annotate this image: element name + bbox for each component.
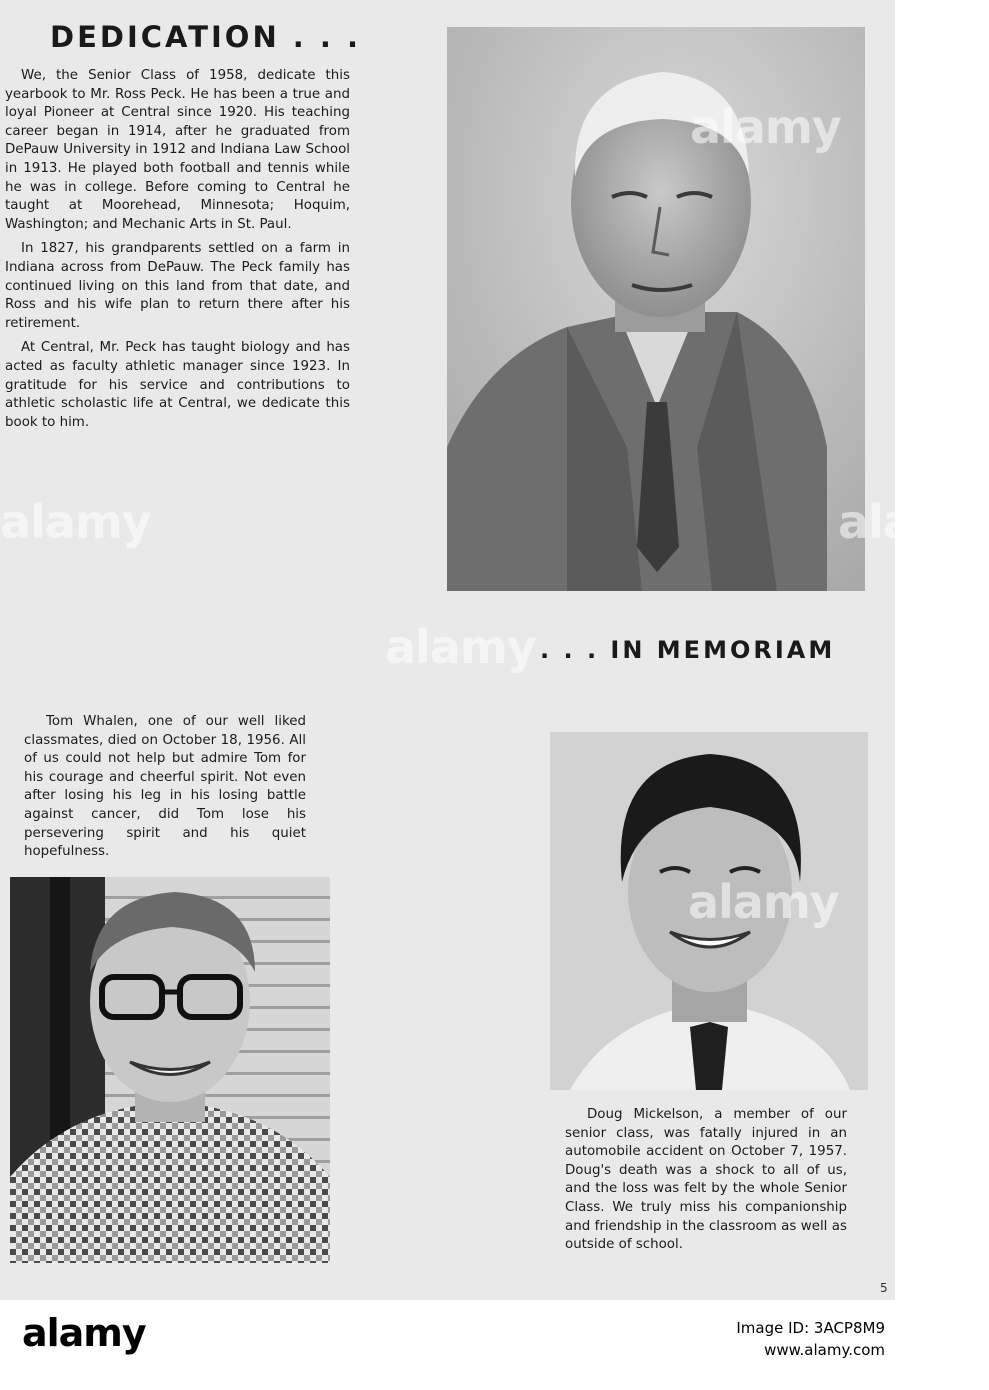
image-id: Image ID: 3ACP8M9 (736, 1319, 885, 1337)
watermark: alamy (690, 100, 841, 154)
watermark: alamy (838, 495, 989, 549)
tom-whalen-photo-drawing (10, 877, 330, 1263)
dedication-paragraph-3: At Central, Mr. Peck has taught biology and has acted as faculty athletic manager since 1923. In gratitude for his service and contributions to athletic scholastic life at Central, we dedicate this book to him. (5, 340, 350, 430)
watermark: alamy (385, 620, 536, 674)
dedication-title: DEDICATION . . . (50, 20, 362, 54)
dedication-text (5, 67, 350, 438)
page-number: 5 (880, 1281, 888, 1295)
site-url: www.alamy.com (764, 1341, 885, 1359)
memoriam-title: . . . IN MEMORIAM (540, 636, 836, 664)
footer-meta (720, 1317, 885, 1361)
doug-mickelson-caption: Doug Mickelson, a member of our senior class, was fatally injured in an automobile accident on October 7, 1957. Doug's death was a shock to all of us, and the loss was felt by the whole Senior Class. We truly miss his companionship and friendship in the classroom as well as outside of school. (565, 1107, 847, 1253)
watermark: alamy (0, 495, 151, 549)
tom-whalen-photo (10, 877, 330, 1263)
tom-whalen-caption: Tom Whalen, one of our well liked classmates, died on October 18, 1956. All of us could not help but admire Tom for his courage and cheerful spirit. Not even after losing his leg in his losing battle against cancer, did Tom lose his persevering spirit and his quiet hopefulness. (24, 714, 306, 860)
watermark: alamy (688, 875, 839, 929)
alamy-logo: alamy (22, 1311, 146, 1355)
dedication-paragraph-1: We, the Senior Class of 1958, dedicate this yearbook to Mr. Ross Peck. He has been a true and loyal Pioneer at Central since 1920. His teaching career began in 1914, after he graduated from DePauw University in 1912 and Indiana Law School in 1913. He played both football and tennis while he was in college. Before coming to Central he taught at Moorehead, Minnesota; Hoquim, Washington; and Mechanic Arts in St. Paul. (5, 68, 350, 232)
dedication-paragraph-2: In 1827, his grandparents settled on a farm in Indiana across from DePauw. The Peck family has continued living on this land from that date, and Ross and his wife plan to return there after his retirement. (5, 241, 350, 331)
